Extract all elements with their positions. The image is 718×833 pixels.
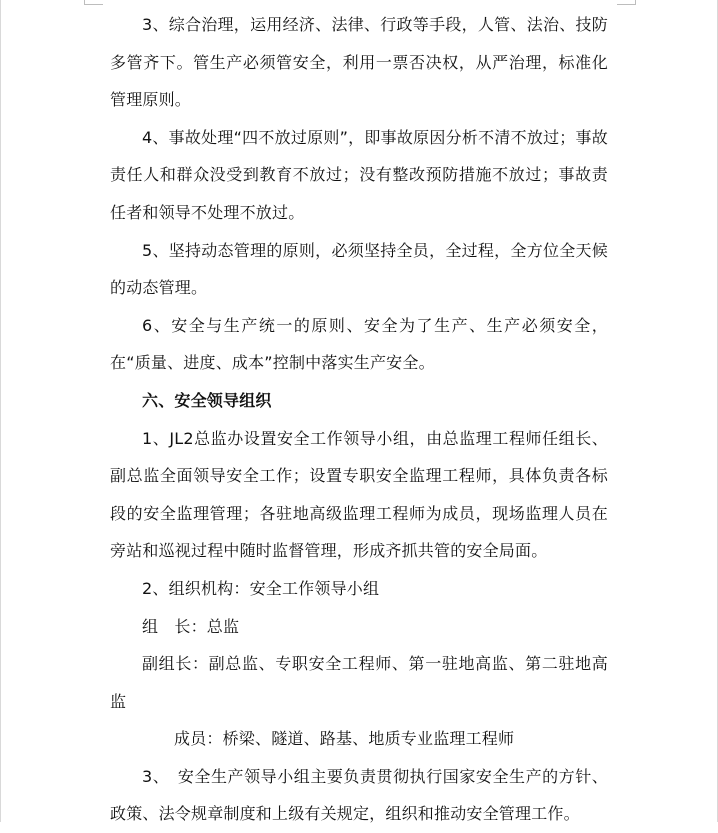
section-heading: 六、安全领导组织 (142, 390, 272, 410)
paragraph-group-leader: 组 长：总监 (142, 616, 240, 636)
paragraph-principle-4: 4、事故处理“四不放过原则”，即事故原因分析不清不放过；事故责任人和群众没受到教育不放过；没有整改预防措施不放过；事故责任者和领导不处理不放过。 (110, 127, 608, 222)
paragraph-principle-3: 3、综合治理，运用经济、法律、行政等手段，人管、法治、技防多管齐下。管生产必须管安全，利用一票否决权，从严治理，标准化管理原则。 (110, 15, 608, 110)
paragraph-principle-5: 5、坚持动态管理的原则，必须坚持全员，全过程，全方位全天候的动态管理。 (110, 240, 608, 298)
document-body (110, 6, 608, 833)
paragraph-org-2: 2、组织机构：安全工作领导小组 (142, 578, 380, 598)
margin-corner-mark-left (84, 0, 103, 5)
paragraph-org-1: 1、JL2总监办设置安全工作领导小组，由总监理工程师任组长、副总监全面领导安全工作；设置专职安全监理工程师，具体负责各标段的安全监理管理；各驻地高级监理工程师为成员，现场监理人员在旁站和巡视过程中随时监督管理，形成齐抓共管的安全局面。 (110, 428, 608, 561)
paragraph-deputy-leader: 副组长：副总监、专职安全工程师、第一驻地高监、第二驻地高监 (110, 654, 608, 711)
page-left-edge (0, 0, 1, 822)
margin-corner-mark-right (617, 0, 636, 5)
paragraph-principle-6: 6、安全与生产统一的原则、安全为了生产、生产必须安全，在“质量、进度、成本”控制中落实生产安全。 (110, 315, 608, 373)
paragraph-org-3: 3、 安全生产领导小组主要负责贯彻执行国家安全生产的方针、政策、法令规章制度和上级有关规定，组织和推动安全管理工作。 (110, 766, 608, 824)
paragraph-members: 成员：桥梁、隧道、路基、地质专业监理工程师 (174, 729, 515, 749)
